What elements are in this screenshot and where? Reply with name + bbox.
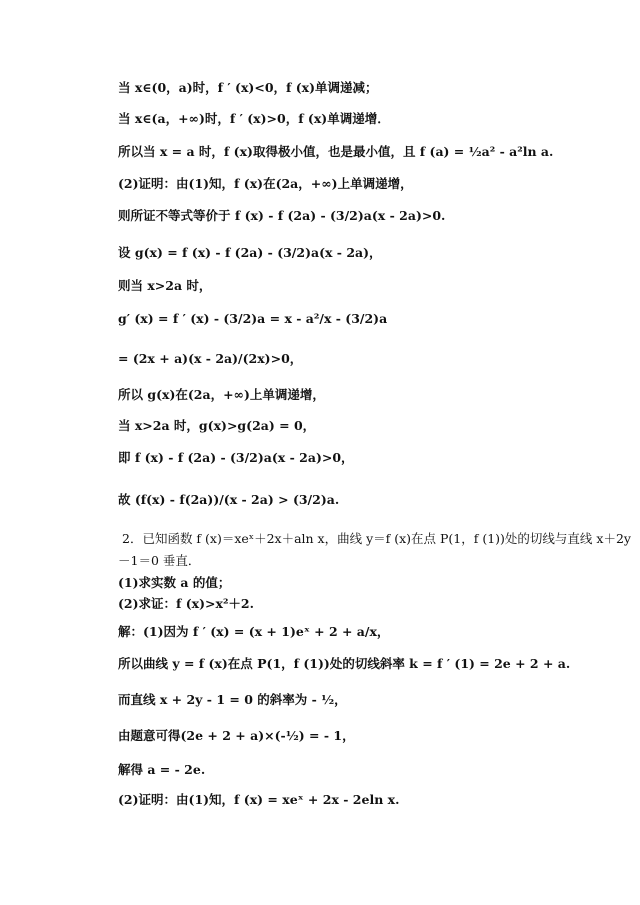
line-19: 所以曲线 y = f (x)在点 P(1，f (1))处的切线斜率 k = f ′ (1) = 2e + 2 + a.	[118, 656, 571, 671]
line-1: 当 x∈(0，a)时，f ′ (x)<0，f (x)单调递减；	[118, 80, 378, 95]
line-15: －1＝0 垂直．	[118, 553, 201, 568]
line-4: (2)证明：由(1)知，f (x)在(2a，+∞)上单调递增，	[118, 176, 413, 191]
line-9: = (2x + a)(x - 2a)/(2x)>0，	[118, 351, 303, 366]
line-6: 设 g(x) = f (x) - f (2a) - (3/2)a(x - 2a)，	[118, 245, 382, 260]
line-16: (1)求实数 a 的值；	[118, 575, 231, 590]
line-17: (2)求证：f (x)>x²＋2.	[118, 596, 254, 611]
line-22: 解得 a = - 2e.	[118, 762, 206, 777]
line-10: 所以 g(x)在(2a，+∞)上单调递增，	[118, 387, 325, 402]
line-7: 则当 x>2a 时，	[118, 278, 212, 293]
line-14: 2．已知函数 f (x)＝xeˣ＋2x＋aln x，曲线 y＝f (x)在点 P(1，f (1))处的切线与直线 x＋2y	[122, 531, 631, 546]
line-21: 由题意可得(2e + 2 + a)×(-½) = - 1，	[118, 728, 355, 743]
line-3: 所以当 x = a 时，f (x)取得极小值，也是最小值，且 f (a) = ½a² - a²ln a.	[118, 144, 554, 159]
line-20: 而直线 x + 2y - 1 = 0 的斜率为 - ½，	[118, 692, 347, 707]
line-23: (2)证明：由(1)知，f (x) = xeˣ + 2x - 2eln x.	[118, 792, 400, 807]
line-8: g′ (x) = f ′ (x) - (3/2)a = x - a²/x - (3/2)a	[118, 311, 388, 326]
line-5: 则所证不等式等价于 f (x) - f (2a) - (3/2)a(x - 2a)>0.	[118, 208, 446, 223]
line-11: 当 x>2a 时，g(x)>g(2a) = 0，	[118, 418, 316, 433]
line-13: 故 (f(x) - f(2a))/(x - 2a) > (3/2)a.	[118, 492, 340, 507]
line-12: 即 f (x) - f (2a) - (3/2)a(x - 2a)>0，	[118, 450, 354, 465]
line-18: 解：(1)因为 f ′ (x) = (x + 1)eˣ + 2 + a/x，	[118, 624, 390, 639]
line-2: 当 x∈(a，+∞)时，f ′ (x)>0，f (x)单调递增．	[118, 111, 390, 126]
